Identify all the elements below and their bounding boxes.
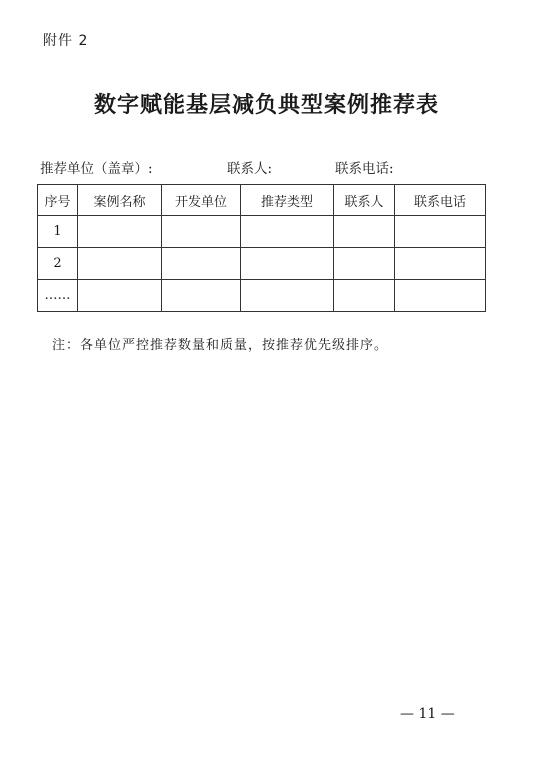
col-header-case-name: 案例名称 — [78, 185, 162, 216]
table-header-row — [38, 185, 486, 216]
col-header-index: 序号 — [38, 185, 78, 216]
contact-phone-label: 联系电话: — [335, 161, 394, 177]
table-cell — [78, 248, 162, 280]
table-cell — [241, 216, 334, 248]
table-cell — [162, 216, 241, 248]
table-cell — [162, 280, 241, 312]
table-cell — [241, 248, 334, 280]
col-header-contact: 联系人 — [334, 185, 395, 216]
col-header-type: 推荐类型 — [241, 185, 334, 216]
table-cell — [162, 248, 241, 280]
table-cell — [78, 216, 162, 248]
attachment-label: 附件 2 — [43, 33, 89, 49]
table-cell — [395, 280, 486, 312]
table-cell — [241, 280, 334, 312]
table-cell: 2 — [38, 248, 78, 280]
table-row — [38, 248, 486, 280]
table-cell — [334, 280, 395, 312]
table-cell: 1 — [38, 216, 78, 248]
table-cell: …… — [38, 280, 78, 312]
table-cell — [334, 216, 395, 248]
page-number: — 11 — — [400, 706, 455, 722]
table-cell — [395, 248, 486, 280]
contact-person-label: 联系人: — [227, 161, 273, 177]
col-header-developer: 开发单位 — [162, 185, 241, 216]
table-cell — [334, 248, 395, 280]
table-row — [38, 216, 486, 248]
recommending-unit-label: 推荐单位（盖章）: — [40, 161, 153, 177]
footnote: 注：各单位严控推荐数量和质量，按推荐优先级排序。 — [52, 338, 389, 353]
recommendation-table — [37, 184, 486, 312]
table-row — [38, 280, 486, 312]
col-header-phone: 联系电话 — [395, 185, 486, 216]
table-cell — [395, 216, 486, 248]
document-title: 数字赋能基层减负典型案例推荐表 — [93, 92, 439, 118]
table-cell — [78, 280, 162, 312]
